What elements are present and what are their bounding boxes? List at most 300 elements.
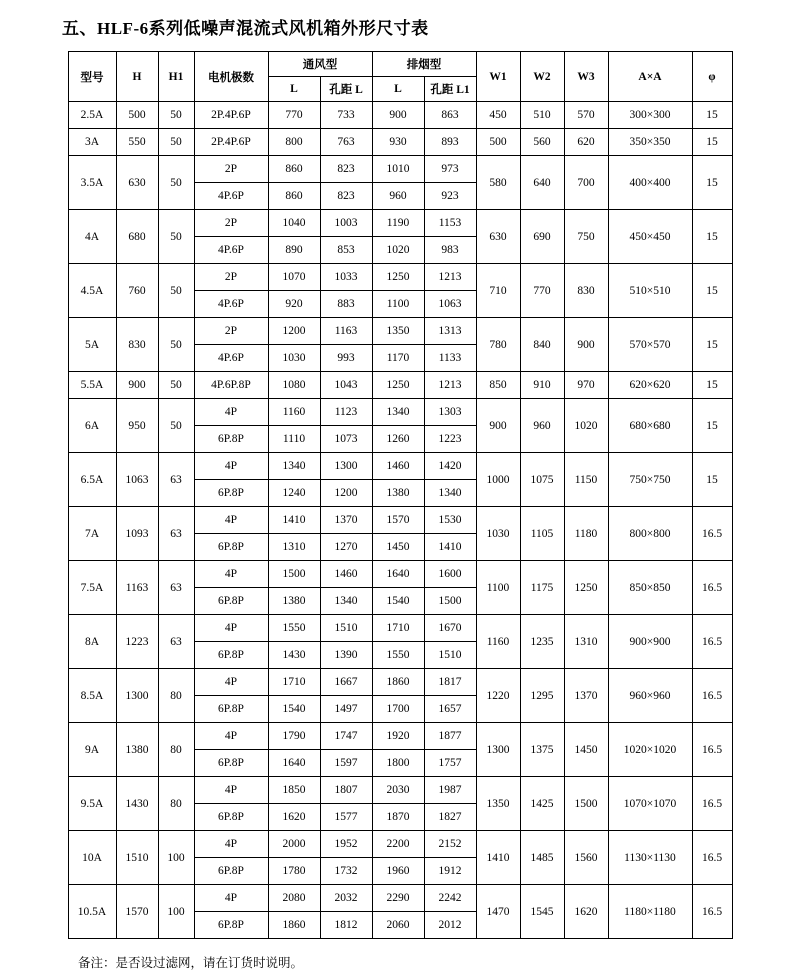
cell-l-smoke: 1460	[372, 453, 424, 480]
cell-hole-l1-smoke: 863	[424, 102, 476, 129]
cell-w3: 1150	[564, 453, 608, 507]
cell-l-smoke: 1640	[372, 561, 424, 588]
col-header-model: 型号	[68, 52, 116, 102]
cell-hole-l-vent: 823	[320, 183, 372, 210]
cell-w3: 700	[564, 156, 608, 210]
cell-h1: 100	[158, 885, 194, 939]
cell-model: 7A	[68, 507, 116, 561]
cell-hole-l-vent: 853	[320, 237, 372, 264]
cell-hole-l1-smoke: 973	[424, 156, 476, 183]
cell-poles: 6P.8P	[194, 480, 268, 507]
cell-model: 5.5A	[68, 372, 116, 399]
cell-l-vent: 2080	[268, 885, 320, 912]
cell-poles: 4P	[194, 723, 268, 750]
cell-hole-l1-smoke: 1153	[424, 210, 476, 237]
cell-phi: 15	[692, 156, 732, 210]
cell-hole-l1-smoke: 1213	[424, 264, 476, 291]
cell-w2: 1105	[520, 507, 564, 561]
cell-hole-l-vent: 823	[320, 156, 372, 183]
col-header-poles: 电机极数	[194, 52, 268, 102]
table-row	[68, 318, 732, 345]
col-header-axa: A×A	[608, 52, 692, 102]
cell-w1: 1220	[476, 669, 520, 723]
cell-w3: 970	[564, 372, 608, 399]
cell-w3: 1620	[564, 885, 608, 939]
col-header-h1: H1	[158, 52, 194, 102]
cell-poles: 4P	[194, 885, 268, 912]
table-body	[68, 102, 732, 939]
cell-l-smoke: 1250	[372, 372, 424, 399]
cell-l-vent: 1790	[268, 723, 320, 750]
col-header-h: H	[116, 52, 158, 102]
cell-poles: 6P.8P	[194, 696, 268, 723]
table-row	[68, 210, 732, 237]
cell-hole-l1-smoke: 1213	[424, 372, 476, 399]
cell-hole-l1-smoke: 1420	[424, 453, 476, 480]
cell-hole-l-vent: 1163	[320, 318, 372, 345]
cell-w3: 1450	[564, 723, 608, 777]
col-header-w2: W2	[520, 52, 564, 102]
cell-l-smoke: 1860	[372, 669, 424, 696]
cell-hole-l-vent: 1807	[320, 777, 372, 804]
cell-l-vent: 1070	[268, 264, 320, 291]
cell-l-vent: 860	[268, 183, 320, 210]
table-row	[68, 669, 732, 696]
cell-poles: 2P.4P.6P	[194, 102, 268, 129]
cell-hole-l1-smoke: 983	[424, 237, 476, 264]
cell-w2: 840	[520, 318, 564, 372]
cell-l-vent: 800	[268, 129, 320, 156]
cell-h: 760	[116, 264, 158, 318]
cell-l-smoke: 1380	[372, 480, 424, 507]
cell-hole-l-vent: 1460	[320, 561, 372, 588]
cell-l-vent: 1380	[268, 588, 320, 615]
cell-axa: 510×510	[608, 264, 692, 318]
cell-w1: 1160	[476, 615, 520, 669]
cell-l-vent: 1040	[268, 210, 320, 237]
cell-h: 1063	[116, 453, 158, 507]
cell-w2: 1375	[520, 723, 564, 777]
cell-h1: 50	[158, 129, 194, 156]
spec-table	[68, 51, 733, 939]
cell-l-smoke: 1450	[372, 534, 424, 561]
cell-h: 1380	[116, 723, 158, 777]
col-header-smoke: 排烟型	[372, 52, 476, 77]
cell-w1: 710	[476, 264, 520, 318]
cell-phi: 16.5	[692, 507, 732, 561]
cell-hole-l-vent: 1270	[320, 534, 372, 561]
cell-axa: 750×750	[608, 453, 692, 507]
cell-poles: 4P	[194, 399, 268, 426]
cell-model: 3A	[68, 129, 116, 156]
col-header-l-smoke: L	[372, 77, 424, 102]
cell-poles: 4P	[194, 615, 268, 642]
cell-poles: 4P.6P	[194, 345, 268, 372]
cell-l-smoke: 960	[372, 183, 424, 210]
cell-hole-l-vent: 1510	[320, 615, 372, 642]
cell-phi: 15	[692, 399, 732, 453]
cell-axa: 350×350	[608, 129, 692, 156]
cell-w3: 1180	[564, 507, 608, 561]
cell-w2: 1235	[520, 615, 564, 669]
cell-hole-l-vent: 1123	[320, 399, 372, 426]
cell-poles: 4P.6P	[194, 291, 268, 318]
cell-hole-l1-smoke: 2242	[424, 885, 476, 912]
col-header-hole-l-vent: 孔距 L	[320, 77, 372, 102]
cell-poles: 6P.8P	[194, 534, 268, 561]
cell-h1: 100	[158, 831, 194, 885]
cell-w2: 690	[520, 210, 564, 264]
cell-w2: 1295	[520, 669, 564, 723]
cell-l-vent: 1500	[268, 561, 320, 588]
cell-phi: 15	[692, 264, 732, 318]
cell-h1: 80	[158, 777, 194, 831]
cell-l-smoke: 1350	[372, 318, 424, 345]
cell-hole-l-vent: 1577	[320, 804, 372, 831]
cell-axa: 1070×1070	[608, 777, 692, 831]
cell-l-vent: 1780	[268, 858, 320, 885]
table-row	[68, 264, 732, 291]
cell-l-vent: 1430	[268, 642, 320, 669]
cell-h: 550	[116, 129, 158, 156]
cell-w2: 1425	[520, 777, 564, 831]
cell-hole-l-vent: 1497	[320, 696, 372, 723]
cell-hole-l1-smoke: 1223	[424, 426, 476, 453]
cell-w3: 750	[564, 210, 608, 264]
cell-poles: 4P	[194, 561, 268, 588]
cell-poles: 4P	[194, 777, 268, 804]
cell-l-vent: 1160	[268, 399, 320, 426]
table-row	[68, 615, 732, 642]
cell-hole-l-vent: 1370	[320, 507, 372, 534]
cell-hole-l1-smoke: 1133	[424, 345, 476, 372]
cell-hole-l-vent: 993	[320, 345, 372, 372]
table-row	[68, 723, 732, 750]
cell-phi: 16.5	[692, 615, 732, 669]
cell-l-smoke: 1870	[372, 804, 424, 831]
cell-l-vent: 770	[268, 102, 320, 129]
cell-h: 1300	[116, 669, 158, 723]
cell-hole-l1-smoke: 1063	[424, 291, 476, 318]
cell-hole-l1-smoke: 923	[424, 183, 476, 210]
cell-h: 1430	[116, 777, 158, 831]
cell-poles: 2P	[194, 156, 268, 183]
col-header-w1: W1	[476, 52, 520, 102]
cell-h1: 50	[158, 156, 194, 210]
cell-hole-l-vent: 763	[320, 129, 372, 156]
cell-l-vent: 2000	[268, 831, 320, 858]
cell-w2: 510	[520, 102, 564, 129]
cell-hole-l1-smoke: 1670	[424, 615, 476, 642]
cell-h1: 50	[158, 318, 194, 372]
cell-w2: 560	[520, 129, 564, 156]
cell-axa: 1020×1020	[608, 723, 692, 777]
cell-hole-l1-smoke: 1657	[424, 696, 476, 723]
cell-hole-l1-smoke: 2152	[424, 831, 476, 858]
cell-l-smoke: 2200	[372, 831, 424, 858]
cell-phi: 15	[692, 102, 732, 129]
cell-l-vent: 1540	[268, 696, 320, 723]
cell-h: 900	[116, 372, 158, 399]
cell-poles: 4P	[194, 507, 268, 534]
cell-w1: 1350	[476, 777, 520, 831]
col-header-l-vent: L	[268, 77, 320, 102]
cell-l-smoke: 1340	[372, 399, 424, 426]
cell-w3: 830	[564, 264, 608, 318]
cell-hole-l-vent: 1952	[320, 831, 372, 858]
cell-hole-l1-smoke: 893	[424, 129, 476, 156]
table-row	[68, 453, 732, 480]
cell-w1: 1410	[476, 831, 520, 885]
cell-model: 3.5A	[68, 156, 116, 210]
cell-hole-l-vent: 883	[320, 291, 372, 318]
cell-model: 10.5A	[68, 885, 116, 939]
cell-hole-l-vent: 1200	[320, 480, 372, 507]
cell-h: 1223	[116, 615, 158, 669]
cell-w2: 1545	[520, 885, 564, 939]
cell-axa: 800×800	[608, 507, 692, 561]
cell-w2: 1075	[520, 453, 564, 507]
cell-l-smoke: 1020	[372, 237, 424, 264]
cell-l-smoke: 2290	[372, 885, 424, 912]
cell-w2: 910	[520, 372, 564, 399]
cell-axa: 450×450	[608, 210, 692, 264]
cell-axa: 960×960	[608, 669, 692, 723]
cell-h1: 50	[158, 102, 194, 129]
cell-w2: 960	[520, 399, 564, 453]
cell-w1: 630	[476, 210, 520, 264]
table-row	[68, 372, 732, 399]
cell-w3: 1020	[564, 399, 608, 453]
col-header-ventilation: 通风型	[268, 52, 372, 77]
cell-h: 1163	[116, 561, 158, 615]
table-row	[68, 885, 732, 912]
cell-w3: 1250	[564, 561, 608, 615]
cell-l-smoke: 1100	[372, 291, 424, 318]
cell-l-vent: 1240	[268, 480, 320, 507]
cell-hole-l-vent: 1003	[320, 210, 372, 237]
cell-l-smoke: 1710	[372, 615, 424, 642]
cell-poles: 6P.8P	[194, 642, 268, 669]
cell-l-smoke: 2030	[372, 777, 424, 804]
cell-l-smoke: 1570	[372, 507, 424, 534]
cell-phi: 16.5	[692, 723, 732, 777]
cell-l-smoke: 900	[372, 102, 424, 129]
cell-l-vent: 1310	[268, 534, 320, 561]
cell-axa: 620×620	[608, 372, 692, 399]
cell-hole-l1-smoke: 1912	[424, 858, 476, 885]
cell-l-vent: 1850	[268, 777, 320, 804]
cell-phi: 15	[692, 372, 732, 399]
cell-axa: 400×400	[608, 156, 692, 210]
cell-w3: 900	[564, 318, 608, 372]
cell-l-vent: 1410	[268, 507, 320, 534]
cell-model: 6.5A	[68, 453, 116, 507]
cell-h: 830	[116, 318, 158, 372]
header-row-top	[68, 52, 732, 77]
page-title: 五、HLF-6系列低噪声混流式风机箱外形尺寸表	[62, 19, 429, 38]
cell-w1: 780	[476, 318, 520, 372]
cell-poles: 2P.4P.6P	[194, 129, 268, 156]
cell-poles: 2P	[194, 210, 268, 237]
cell-axa: 900×900	[608, 615, 692, 669]
cell-model: 6A	[68, 399, 116, 453]
cell-w3: 1500	[564, 777, 608, 831]
cell-model: 8A	[68, 615, 116, 669]
cell-h1: 63	[158, 561, 194, 615]
cell-l-smoke: 1170	[372, 345, 424, 372]
cell-hole-l1-smoke: 1877	[424, 723, 476, 750]
cell-axa: 300×300	[608, 102, 692, 129]
cell-w2: 1175	[520, 561, 564, 615]
cell-axa: 680×680	[608, 399, 692, 453]
cell-hole-l1-smoke: 1600	[424, 561, 476, 588]
cell-w3: 1560	[564, 831, 608, 885]
table-row	[68, 831, 732, 858]
cell-hole-l-vent: 1747	[320, 723, 372, 750]
cell-l-smoke: 1700	[372, 696, 424, 723]
cell-l-vent: 1080	[268, 372, 320, 399]
cell-model: 4A	[68, 210, 116, 264]
cell-h: 630	[116, 156, 158, 210]
cell-poles: 4P.6P	[194, 183, 268, 210]
cell-phi: 16.5	[692, 831, 732, 885]
cell-poles: 4P.6P.8P	[194, 372, 268, 399]
cell-poles: 2P	[194, 318, 268, 345]
cell-l-vent: 1030	[268, 345, 320, 372]
table-header	[68, 52, 732, 102]
cell-h1: 63	[158, 615, 194, 669]
cell-phi: 15	[692, 453, 732, 507]
cell-h: 950	[116, 399, 158, 453]
cell-hole-l1-smoke: 1530	[424, 507, 476, 534]
cell-l-smoke: 1250	[372, 264, 424, 291]
cell-hole-l1-smoke: 1500	[424, 588, 476, 615]
cell-phi: 15	[692, 210, 732, 264]
cell-l-vent: 1110	[268, 426, 320, 453]
cell-hole-l-vent: 1043	[320, 372, 372, 399]
cell-poles: 6P.8P	[194, 804, 268, 831]
cell-phi: 15	[692, 318, 732, 372]
cell-hole-l-vent: 1667	[320, 669, 372, 696]
cell-axa: 570×570	[608, 318, 692, 372]
cell-axa: 850×850	[608, 561, 692, 615]
cell-hole-l-vent: 2032	[320, 885, 372, 912]
cell-model: 4.5A	[68, 264, 116, 318]
cell-l-vent: 890	[268, 237, 320, 264]
cell-h: 680	[116, 210, 158, 264]
cell-hole-l-vent: 1073	[320, 426, 372, 453]
cell-h: 1510	[116, 831, 158, 885]
cell-poles: 6P.8P	[194, 912, 268, 939]
cell-hole-l1-smoke: 1757	[424, 750, 476, 777]
cell-w1: 450	[476, 102, 520, 129]
cell-w1: 1300	[476, 723, 520, 777]
cell-h1: 80	[158, 669, 194, 723]
cell-h: 1093	[116, 507, 158, 561]
cell-h1: 50	[158, 264, 194, 318]
cell-w1: 1470	[476, 885, 520, 939]
cell-l-smoke: 1550	[372, 642, 424, 669]
cell-l-vent: 920	[268, 291, 320, 318]
cell-h1: 50	[158, 372, 194, 399]
cell-h1: 63	[158, 507, 194, 561]
cell-poles: 4P	[194, 453, 268, 480]
cell-hole-l-vent: 1300	[320, 453, 372, 480]
cell-model: 9A	[68, 723, 116, 777]
cell-poles: 6P.8P	[194, 750, 268, 777]
col-header-phi: φ	[692, 52, 732, 102]
cell-w3: 1370	[564, 669, 608, 723]
cell-w2: 770	[520, 264, 564, 318]
cell-hole-l1-smoke: 1340	[424, 480, 476, 507]
cell-l-vent: 1710	[268, 669, 320, 696]
table-row	[68, 129, 732, 156]
cell-hole-l-vent: 733	[320, 102, 372, 129]
cell-poles: 6P.8P	[194, 858, 268, 885]
cell-hole-l-vent: 1340	[320, 588, 372, 615]
col-header-hole-l1-smoke: 孔距 L1	[424, 77, 476, 102]
table-row	[68, 156, 732, 183]
cell-l-smoke: 2060	[372, 912, 424, 939]
cell-poles: 6P.8P	[194, 588, 268, 615]
cell-hole-l1-smoke: 1987	[424, 777, 476, 804]
cell-hole-l-vent: 1390	[320, 642, 372, 669]
footer-note: 备注：是否设过滤网，请在订货时说明。	[78, 956, 304, 970]
cell-l-smoke: 1960	[372, 858, 424, 885]
cell-hole-l1-smoke: 1313	[424, 318, 476, 345]
cell-hole-l1-smoke: 1410	[424, 534, 476, 561]
cell-axa: 1130×1130	[608, 831, 692, 885]
cell-hole-l1-smoke: 1510	[424, 642, 476, 669]
cell-l-vent: 1200	[268, 318, 320, 345]
cell-w3: 1310	[564, 615, 608, 669]
cell-l-smoke: 1010	[372, 156, 424, 183]
cell-hole-l1-smoke: 1303	[424, 399, 476, 426]
cell-poles: 2P	[194, 264, 268, 291]
cell-hole-l-vent: 1732	[320, 858, 372, 885]
cell-l-smoke: 1260	[372, 426, 424, 453]
cell-poles: 4P.6P	[194, 237, 268, 264]
cell-phi: 16.5	[692, 561, 732, 615]
cell-l-vent: 860	[268, 156, 320, 183]
cell-h: 500	[116, 102, 158, 129]
cell-phi: 16.5	[692, 885, 732, 939]
cell-h1: 63	[158, 453, 194, 507]
cell-l-vent: 1340	[268, 453, 320, 480]
cell-axa: 1180×1180	[608, 885, 692, 939]
cell-l-vent: 1550	[268, 615, 320, 642]
cell-w2: 640	[520, 156, 564, 210]
cell-w3: 570	[564, 102, 608, 129]
cell-poles: 4P	[194, 831, 268, 858]
cell-l-vent: 1860	[268, 912, 320, 939]
cell-model: 9.5A	[68, 777, 116, 831]
cell-poles: 6P.8P	[194, 426, 268, 453]
cell-l-smoke: 1920	[372, 723, 424, 750]
cell-h: 1570	[116, 885, 158, 939]
cell-w2: 1485	[520, 831, 564, 885]
cell-h1: 80	[158, 723, 194, 777]
cell-model: 5A	[68, 318, 116, 372]
cell-h1: 50	[158, 399, 194, 453]
cell-w1: 500	[476, 129, 520, 156]
cell-hole-l1-smoke: 1817	[424, 669, 476, 696]
cell-model: 2.5A	[68, 102, 116, 129]
cell-l-vent: 1620	[268, 804, 320, 831]
cell-model: 7.5A	[68, 561, 116, 615]
cell-w3: 620	[564, 129, 608, 156]
